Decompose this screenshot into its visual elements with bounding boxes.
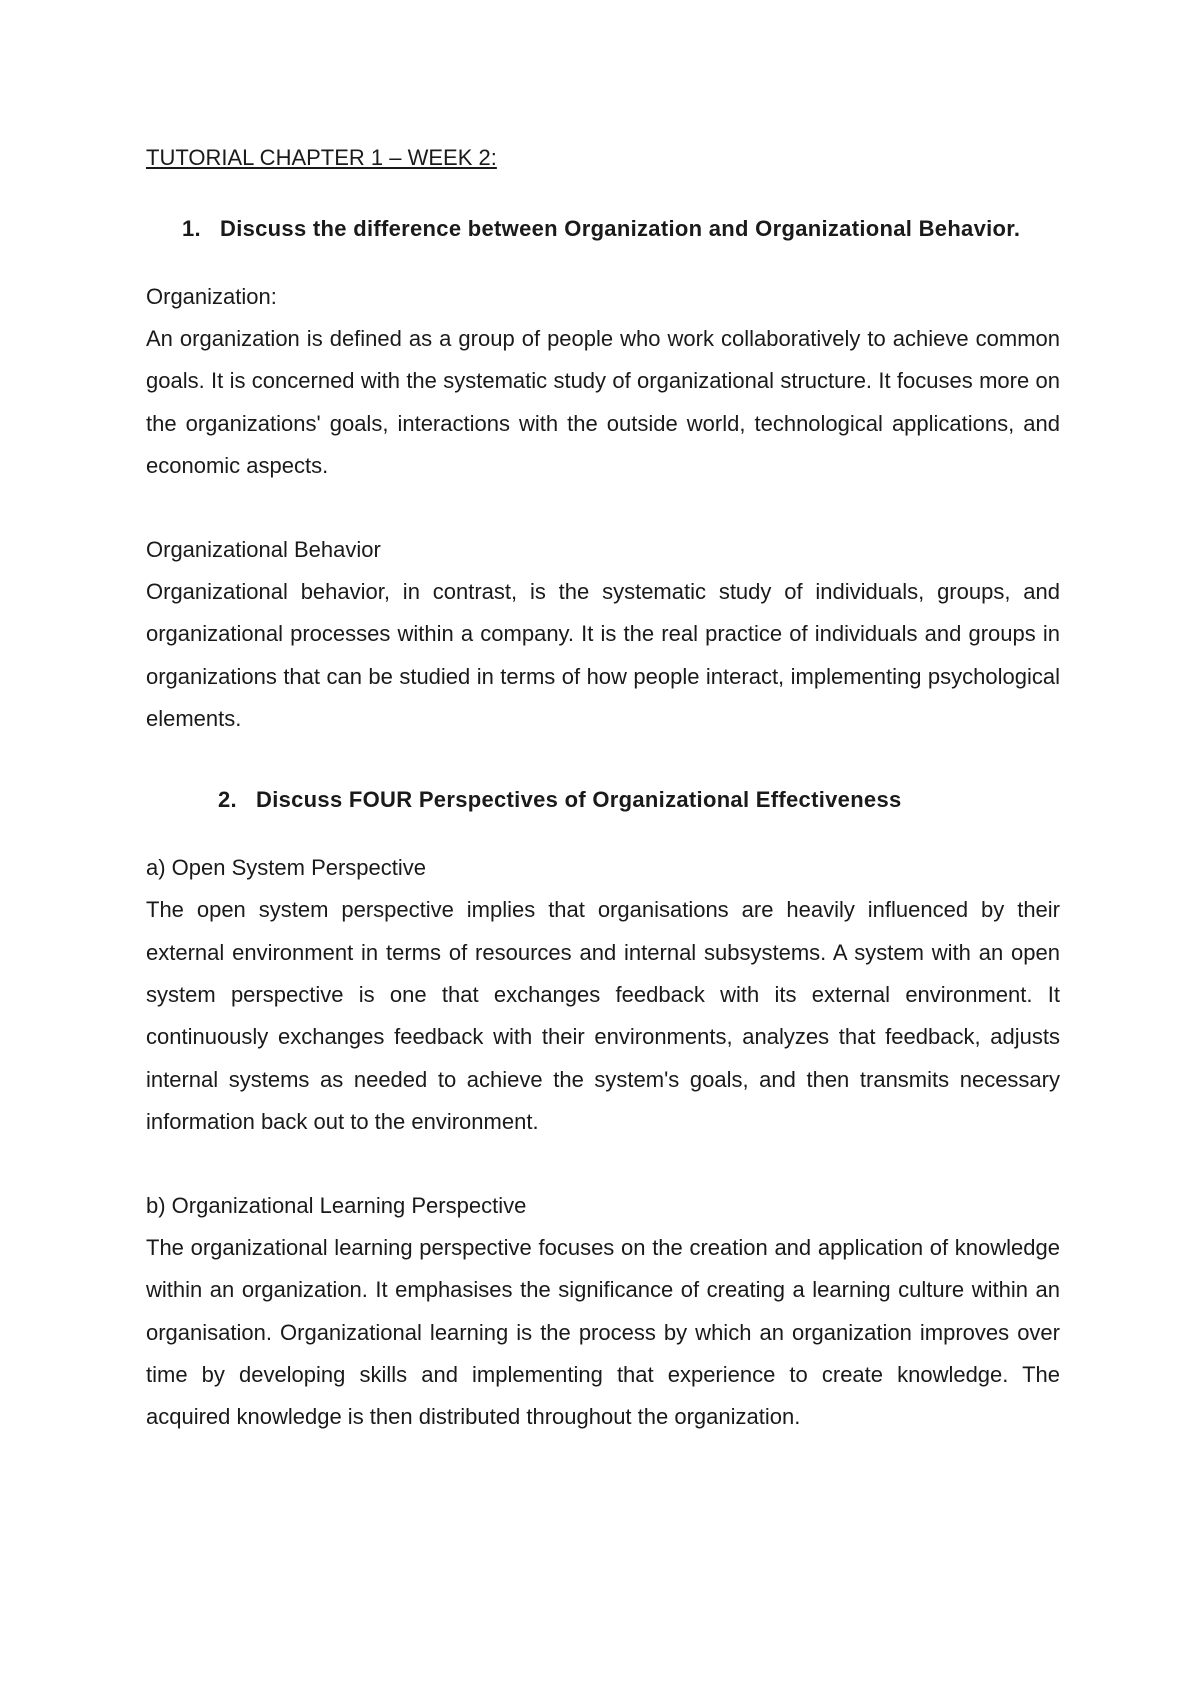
question-1-text: Discuss the difference between Organization and Organizational Behavior. [220, 216, 1021, 241]
question-1-number: 1. [182, 216, 201, 241]
organizational-learning-heading: b) Organizational Learning Perspective [146, 1193, 527, 1219]
organizational-behavior-paragraph: Organizational behavior, in contrast, is the systematic study of individuals, groups, and organizational processes within a company. It is the real practice of individuals and groups in organizations that can be studied in terms of how people interact, implementing psychological elements. [146, 579, 1060, 732]
organizational-behavior-heading: Organizational Behavior [146, 537, 381, 563]
organization-paragraph: An organization is defined as a group of people who work collaboratively to achieve common goals. It is concerned with the systematic study of organizational structure. It focuses more on the organizations' goals, interactions with the outside world, technological applications, and economic aspects. [146, 326, 1060, 478]
document-title: TUTORIAL CHAPTER 1 – WEEK 2: [146, 145, 497, 170]
question-2-number: 2. [218, 787, 237, 813]
organization-heading: Organization: [146, 284, 277, 309]
organizational-learning-paragraph: The organizational learning perspective focuses on the creation and application of knowledge within an organization. It emphasises the significance of creating a learning culture within an organisation. Organizational learning is the process by which an organization improves over time by developing skills and implementing that experience to create knowledge. The acquired knowledge is then distributed throughout the organization. [146, 1235, 1060, 1430]
document-body [146, 142, 1060, 1439]
question-1 [146, 207, 1060, 250]
open-system-paragraph: The open system perspective implies that organisations are heavily influenced by their external environment in terms of resources and internal subsystems. A system with an open system perspective is one that exchanges feedback with its external environment. It continuously exchanges feedback with their environments, analyzes that feedback, adjusts internal systems as needed to achieve the system's goals, and then transmits necessary information back out to the environment. [146, 897, 1060, 1134]
open-system-heading: a) Open System Perspective [146, 855, 427, 881]
question-2 [146, 778, 1060, 821]
question-2-text: Discuss FOUR Perspectives of Organizational Effectiveness [256, 787, 902, 813]
